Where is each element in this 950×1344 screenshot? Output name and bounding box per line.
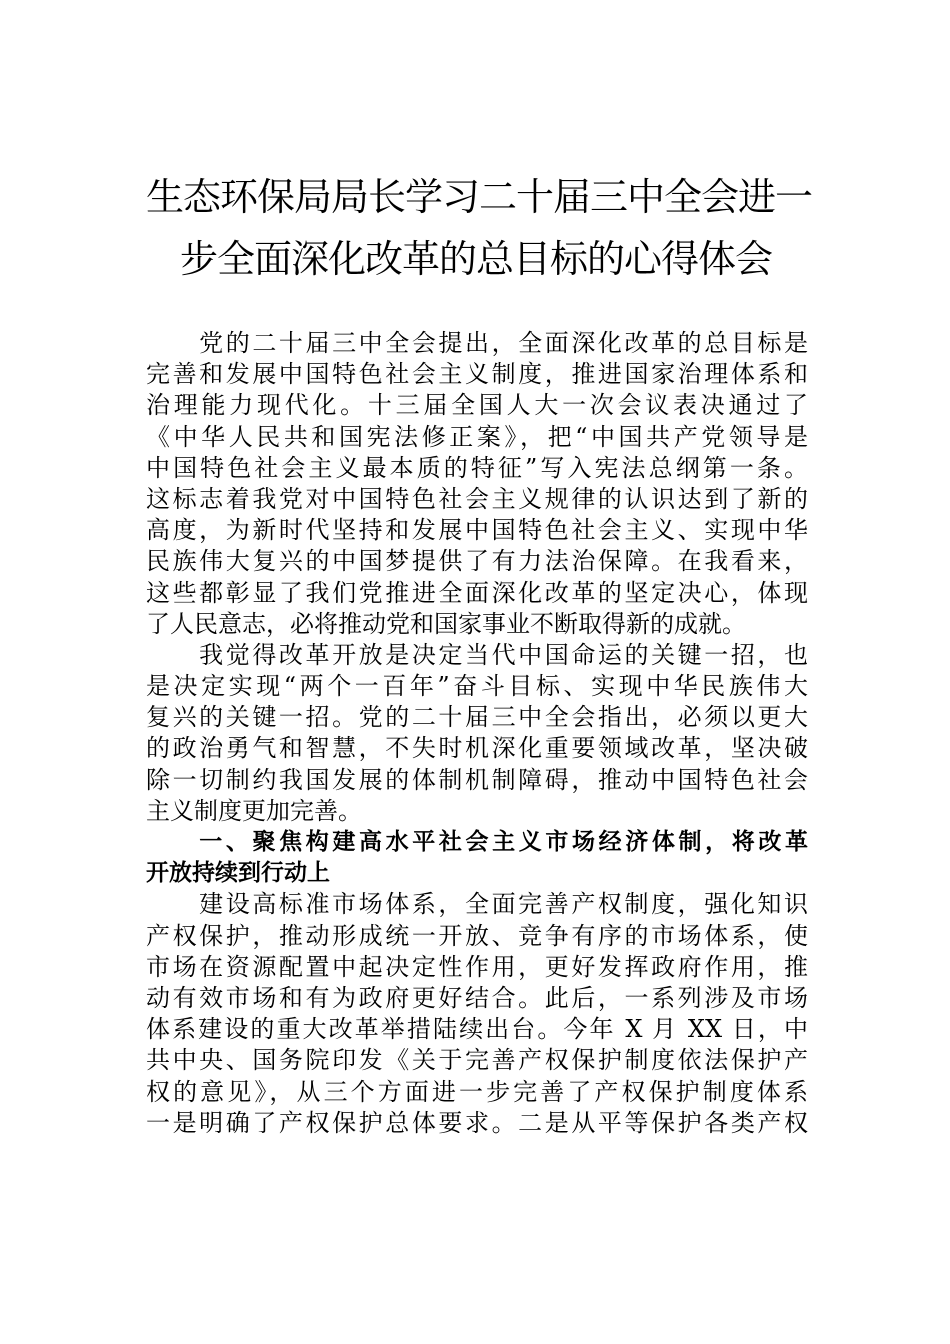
text-line: 复兴的关键一招。党的二十届三中全会指出，必须以更大 [146, 703, 808, 732]
paragraph-1 [146, 328, 808, 640]
text-line: 的政治勇气和智慧，不失时机深化重要领域改革，坚决破 [146, 734, 808, 763]
text-line: 这标志着我党对中国特色社会主义规律的认识达到了新的 [146, 484, 808, 513]
text-line: 产权保护，推动形成统一开放、竞争有序的市场体系，使 [146, 921, 808, 950]
section-heading-1 [146, 827, 808, 889]
title-line-1: 生态环保局局长学习二十届三中全会进一 [146, 175, 813, 219]
text-line: 我觉得改革开放是决定当代中国命运的关键一招，也 [146, 640, 808, 669]
text-line: 一是明确了产权保护总体要求。二是从平等保护各类产权 [146, 1108, 808, 1137]
text-line: 建设高标准市场体系，全面完善产权制度，强化知识 [146, 890, 808, 919]
document-body [146, 328, 808, 1139]
text-line: 主义制度更加完善。 [146, 796, 362, 825]
text-line: 高度，为新时代坚持和发展中国特色社会主义、实现中华 [146, 516, 808, 545]
text-line: 党的二十届三中全会提出，全面深化改革的总目标是 [146, 329, 808, 357]
text-line: 完善和发展中国特色社会主义制度，推进国家治理体系和 [146, 360, 808, 389]
text-line: 这些都彰显了我们党推进全面深化改革的坚定决心，体现 [146, 578, 808, 607]
text-line: 《中华人民共和国宪法修正案》，把“中国共产党领导是 [146, 422, 808, 451]
text-line: 是决定实现“两个一百年”奋斗目标、实现中华民族伟大 [146, 672, 808, 701]
paragraph-3 [146, 889, 808, 1139]
text-line: 治理能力现代化。十三届全国人大一次会议表决通过了 [146, 391, 808, 420]
title-line-2: 步全面深化改革的总目标的心得体会 [179, 237, 772, 281]
text-line: 体系建设的重大改革举措陆续出台。今年 X 月 XX 日，中 [146, 1015, 808, 1044]
paragraph-2 [146, 640, 808, 827]
text-line: 中国特色社会主义最本质的特征”写入宪法总纲第一条。 [146, 453, 808, 482]
heading-line: 开放持续到行动上 [146, 860, 330, 887]
text-line: 民族伟大复兴的中国梦提供了有力法治保障。在我看来， [146, 547, 808, 576]
text-line: 权的意见》，从三个方面进一步完善了产权保护制度体系 [146, 1077, 808, 1106]
text-line: 市场在资源配置中起决定性作用，更好发挥政府作用，推 [146, 952, 808, 981]
text-line: 共中央、国务院印发《关于完善产权保护制度依法保护产 [146, 1046, 808, 1075]
document-title [146, 166, 813, 290]
heading-line: 一、聚焦构建高水平社会主义市场经济体制，将改革 [146, 829, 808, 855]
text-line: 了人民意志，必将推动党和国家事业不断取得新的成就。 [146, 609, 746, 638]
text-line: 除一切制约我国发展的体制机制障碍，推动中国特色社会 [146, 765, 808, 794]
text-line: 动有效市场和有为政府更好结合。此后，一系列涉及市场 [146, 983, 808, 1012]
